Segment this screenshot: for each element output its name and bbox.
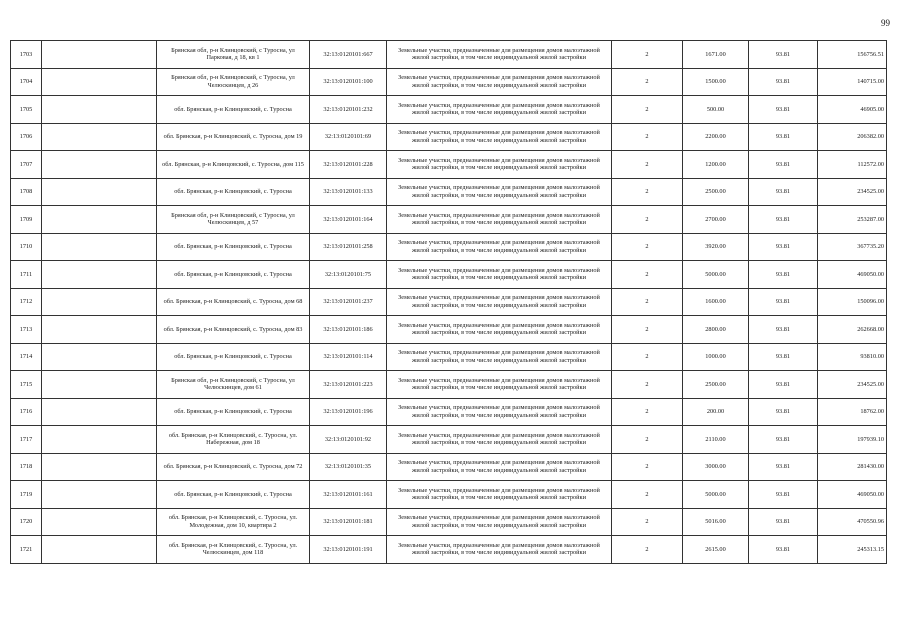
cadastral-number-cell: 32:13:0120101:161 [310, 481, 387, 509]
row-number: 1708 [11, 178, 42, 206]
address-cell: обл. Брянская, р-н Клинцовский, с. Туросна [157, 261, 310, 289]
row-number: 1706 [11, 123, 42, 151]
area-cell: 5000.00 [683, 261, 749, 289]
specific-value-cell: 93.81 [749, 343, 818, 371]
table-row [11, 123, 887, 151]
spacer-cell [42, 426, 157, 454]
spacer-cell [42, 233, 157, 261]
area-cell: 5000.00 [683, 481, 749, 509]
spacer-cell [42, 68, 157, 96]
table-row [11, 536, 887, 564]
table-row [11, 261, 887, 289]
row-number: 1713 [11, 316, 42, 344]
address-cell: обл. Брянская, р-н Клинцовский, с. Туросна [157, 178, 310, 206]
area-cell: 2700.00 [683, 206, 749, 234]
land-use-cell: Земельные участки, предназначенные для размещения домов малоэтажной жилой застройки, в том числе индивидуальной жилой застройки [387, 96, 612, 124]
specific-value-cell: 93.81 [749, 371, 818, 399]
address-cell: Брянская обл, р-н Клинцовский, с Туросна, ул Челюскинцев, дом 61 [157, 371, 310, 399]
specific-value-cell: 93.81 [749, 508, 818, 536]
address-cell: Брянская обл, р-н Клинцовский, с Туросна, ул Парковая, д 18, кв 1 [157, 41, 310, 69]
area-cell: 3000.00 [683, 453, 749, 481]
address-cell: обл. Брянская, р-н Клинцовский, с. Туросна, дом 115 [157, 151, 310, 179]
table-row [11, 453, 887, 481]
row-number: 1716 [11, 398, 42, 426]
specific-value-cell: 93.81 [749, 96, 818, 124]
address-cell: обл. Брянская, р-н Клинцовский, с. Туросна [157, 481, 310, 509]
area-cell: 1000.00 [683, 343, 749, 371]
category-cell: 2 [612, 68, 683, 96]
row-number: 1710 [11, 233, 42, 261]
land-use-cell: Земельные участки, предназначенные для размещения домов малоэтажной жилой застройки, в том числе индивидуальной жилой застройки [387, 123, 612, 151]
cadastral-number-cell: 32:13:0120101:100 [310, 68, 387, 96]
category-cell: 2 [612, 453, 683, 481]
cadastral-number-cell: 32:13:0120101:69 [310, 123, 387, 151]
cadastral-number-cell: 32:13:0120101:186 [310, 316, 387, 344]
address-cell: обл. Брянская, р-н Клинцовский, с. Туросна, ул. Набережная, дом 18 [157, 426, 310, 454]
cadastral-number-cell: 32:13:0120101:258 [310, 233, 387, 261]
category-cell: 2 [612, 371, 683, 399]
area-cell: 1200.00 [683, 151, 749, 179]
land-use-cell: Земельные участки, предназначенные для размещения домов малоэтажной жилой застройки, в том числе индивидуальной жилой застройки [387, 343, 612, 371]
land-use-cell: Земельные участки, предназначенные для размещения домов малоэтажной жилой застройки, в том числе индивидуальной жилой застройки [387, 261, 612, 289]
specific-value-cell: 93.81 [749, 178, 818, 206]
table-row [11, 371, 887, 399]
table-row [11, 288, 887, 316]
address-cell: обл. Брянская, р-н Клинцовский, с. Туросна, дом 83 [157, 316, 310, 344]
category-cell: 2 [612, 343, 683, 371]
cadastral-number-cell: 32:13:0120101:35 [310, 453, 387, 481]
specific-value-cell: 93.81 [749, 41, 818, 69]
cadastral-number-cell: 32:13:0120101:228 [310, 151, 387, 179]
land-use-cell: Земельные участки, предназначенные для размещения домов малоэтажной жилой застройки, в том числе индивидуальной жилой застройки [387, 68, 612, 96]
row-number: 1712 [11, 288, 42, 316]
land-use-cell: Земельные участки, предназначенные для размещения домов малоэтажной жилой застройки, в том числе индивидуальной жилой застройки [387, 398, 612, 426]
address-cell: Брянская обл, р-н Клинцовский, с Туросна, ул Челюскинцев, д 57 [157, 206, 310, 234]
land-use-cell: Земельные участки, предназначенные для размещения домов малоэтажной жилой застройки, в том числе индивидуальной жилой застройки [387, 288, 612, 316]
specific-value-cell: 93.81 [749, 233, 818, 261]
cadastral-value-cell: 206382.00 [818, 123, 887, 151]
category-cell: 2 [612, 536, 683, 564]
cadastral-value-cell: 245313.15 [818, 536, 887, 564]
area-cell: 2615.00 [683, 536, 749, 564]
land-use-cell: Земельные участки, предназначенные для размещения домов малоэтажной жилой застройки, в том числе индивидуальной жилой застройки [387, 41, 612, 69]
cadastral-number-cell: 32:13:0120101:181 [310, 508, 387, 536]
cadastral-number-cell: 32:13:0120101:196 [310, 398, 387, 426]
cadastral-number-cell: 32:13:0120101:133 [310, 178, 387, 206]
address-cell: обл. Брянская, р-н Клинцовский, с. Туросна [157, 96, 310, 124]
cadastral-value-cell: 234525.00 [818, 371, 887, 399]
land-use-cell: Земельные участки, предназначенные для размещения домов малоэтажной жилой застройки, в том числе индивидуальной жилой застройки [387, 453, 612, 481]
spacer-cell [42, 398, 157, 426]
land-use-cell: Земельные участки, предназначенные для размещения домов малоэтажной жилой застройки, в том числе индивидуальной жилой застройки [387, 371, 612, 399]
land-use-cell: Земельные участки, предназначенные для размещения домов малоэтажной жилой застройки, в том числе индивидуальной жилой застройки [387, 178, 612, 206]
cadastral-number-cell: 32:13:0120101:667 [310, 41, 387, 69]
category-cell: 2 [612, 288, 683, 316]
table-row [11, 343, 887, 371]
category-cell: 2 [612, 178, 683, 206]
spacer-cell [42, 536, 157, 564]
cadastral-value-cell: 18762.00 [818, 398, 887, 426]
row-number: 1717 [11, 426, 42, 454]
table-row [11, 426, 887, 454]
land-use-cell: Земельные участки, предназначенные для размещения домов малоэтажной жилой застройки, в том числе индивидуальной жилой застройки [387, 206, 612, 234]
cadastral-number-cell: 32:13:0120101:75 [310, 261, 387, 289]
specific-value-cell: 93.81 [749, 151, 818, 179]
land-use-cell: Земельные участки, предназначенные для размещения домов малоэтажной жилой застройки, в том числе индивидуальной жилой застройки [387, 233, 612, 261]
specific-value-cell: 93.81 [749, 68, 818, 96]
specific-value-cell: 93.81 [749, 426, 818, 454]
land-use-cell: Земельные участки, предназначенные для размещения домов малоэтажной жилой застройки, в том числе индивидуальной жилой застройки [387, 508, 612, 536]
area-cell: 2500.00 [683, 371, 749, 399]
spacer-cell [42, 453, 157, 481]
table-row [11, 151, 887, 179]
area-cell: 5016.00 [683, 508, 749, 536]
specific-value-cell: 93.81 [749, 453, 818, 481]
area-cell: 1500.00 [683, 68, 749, 96]
table-row [11, 206, 887, 234]
cadastral-value-cell: 197939.10 [818, 426, 887, 454]
category-cell: 2 [612, 508, 683, 536]
area-cell: 1600.00 [683, 288, 749, 316]
area-cell: 200.00 [683, 398, 749, 426]
table-row [11, 481, 887, 509]
cadastral-value-cell: 234525.00 [818, 178, 887, 206]
address-cell: обл. Брянская, р-н Клинцовский, с. Туросна, дом 19 [157, 123, 310, 151]
row-number: 1714 [11, 343, 42, 371]
cadastral-value-cell: 140715.00 [818, 68, 887, 96]
area-cell: 2110.00 [683, 426, 749, 454]
address-cell: обл. Брянская, р-н Клинцовский, с. Туросна [157, 233, 310, 261]
spacer-cell [42, 288, 157, 316]
specific-value-cell: 93.81 [749, 481, 818, 509]
row-number: 1703 [11, 41, 42, 69]
area-cell: 2800.00 [683, 316, 749, 344]
category-cell: 2 [612, 123, 683, 151]
cadastral-value-cell: 156756.51 [818, 41, 887, 69]
spacer-cell [42, 41, 157, 69]
row-number: 1705 [11, 96, 42, 124]
address-cell: обл. Брянская, р-н Клинцовский, с. Туросна, ул. Челюскинцев, дом 118 [157, 536, 310, 564]
row-number: 1709 [11, 206, 42, 234]
land-use-cell: Земельные участки, предназначенные для размещения домов малоэтажной жилой застройки, в том числе индивидуальной жилой застройки [387, 316, 612, 344]
address-cell: обл. Брянская, р-н Клинцовский, с. Туросна [157, 398, 310, 426]
category-cell: 2 [612, 41, 683, 69]
specific-value-cell: 93.81 [749, 536, 818, 564]
table-body [11, 41, 887, 564]
cadastral-value-cell: 367735.20 [818, 233, 887, 261]
specific-value-cell: 93.81 [749, 206, 818, 234]
cadastral-value-cell: 469050.00 [818, 261, 887, 289]
row-number: 1718 [11, 453, 42, 481]
address-cell: обл. Брянская, р-н Клинцовский, с. Туросна [157, 343, 310, 371]
land-use-cell: Земельные участки, предназначенные для размещения домов малоэтажной жилой застройки, в том числе индивидуальной жилой застройки [387, 426, 612, 454]
cadastral-value-cell: 253287.00 [818, 206, 887, 234]
spacer-cell [42, 261, 157, 289]
cadastral-value-cell: 281430.00 [818, 453, 887, 481]
category-cell: 2 [612, 96, 683, 124]
row-number: 1704 [11, 68, 42, 96]
row-number: 1711 [11, 261, 42, 289]
address-cell: обл. Брянская, р-н Клинцовский, с. Туросна, дом 68 [157, 288, 310, 316]
category-cell: 2 [612, 233, 683, 261]
row-number: 1721 [11, 536, 42, 564]
cadastral-number-cell: 32:13:0120101:237 [310, 288, 387, 316]
cadastral-value-cell: 262668.00 [818, 316, 887, 344]
table-row [11, 398, 887, 426]
row-number: 1719 [11, 481, 42, 509]
specific-value-cell: 93.81 [749, 123, 818, 151]
page-number: 99 [881, 18, 890, 28]
row-number: 1720 [11, 508, 42, 536]
table-row [11, 508, 887, 536]
spacer-cell [42, 371, 157, 399]
table-row [11, 41, 887, 69]
category-cell: 2 [612, 261, 683, 289]
area-cell: 500.00 [683, 96, 749, 124]
cadastral-value-cell: 112572.00 [818, 151, 887, 179]
cadastral-number-cell: 32:13:0120101:92 [310, 426, 387, 454]
category-cell: 2 [612, 316, 683, 344]
category-cell: 2 [612, 426, 683, 454]
cadastral-number-cell: 32:13:0120101:232 [310, 96, 387, 124]
cadastral-value-table [10, 40, 887, 564]
spacer-cell [42, 481, 157, 509]
cadastral-number-cell: 32:13:0120101:191 [310, 536, 387, 564]
spacer-cell [42, 96, 157, 124]
area-cell: 2200.00 [683, 123, 749, 151]
cadastral-number-cell: 32:13:0120101:114 [310, 343, 387, 371]
cadastral-number-cell: 32:13:0120101:223 [310, 371, 387, 399]
category-cell: 2 [612, 398, 683, 426]
cadastral-value-cell: 46905.00 [818, 96, 887, 124]
table-row [11, 316, 887, 344]
land-use-cell: Земельные участки, предназначенные для размещения домов малоэтажной жилой застройки, в том числе индивидуальной жилой застройки [387, 481, 612, 509]
address-cell: обл. Брянская, р-н Клинцовский, с. Туросна, ул. Молодежная, дом 10, квартира 2 [157, 508, 310, 536]
area-cell: 2500.00 [683, 178, 749, 206]
address-cell: обл. Брянская, р-н Клинцовский, с. Туросна, дом 72 [157, 453, 310, 481]
spacer-cell [42, 316, 157, 344]
land-use-cell: Земельные участки, предназначенные для размещения домов малоэтажной жилой застройки, в том числе индивидуальной жилой застройки [387, 151, 612, 179]
table-row [11, 96, 887, 124]
specific-value-cell: 93.81 [749, 261, 818, 289]
table-row [11, 68, 887, 96]
spacer-cell [42, 206, 157, 234]
address-cell: Брянская обл, р-н Клинцовский, с Туросна, ул Челюскинцев, д 26 [157, 68, 310, 96]
spacer-cell [42, 151, 157, 179]
land-use-cell: Земельные участки, предназначенные для размещения домов малоэтажной жилой застройки, в том числе индивидуальной жилой застройки [387, 536, 612, 564]
category-cell: 2 [612, 481, 683, 509]
area-cell: 3920.00 [683, 233, 749, 261]
specific-value-cell: 93.81 [749, 398, 818, 426]
cadastral-value-cell: 150096.00 [818, 288, 887, 316]
row-number: 1707 [11, 151, 42, 179]
category-cell: 2 [612, 206, 683, 234]
table-row [11, 178, 887, 206]
spacer-cell [42, 178, 157, 206]
category-cell: 2 [612, 151, 683, 179]
spacer-cell [42, 343, 157, 371]
table-row [11, 233, 887, 261]
spacer-cell [42, 508, 157, 536]
row-number: 1715 [11, 371, 42, 399]
specific-value-cell: 93.81 [749, 288, 818, 316]
cadastral-value-cell: 469050.00 [818, 481, 887, 509]
area-cell: 1671.00 [683, 41, 749, 69]
cadastral-number-cell: 32:13:0120101:164 [310, 206, 387, 234]
cadastral-value-cell: 470550.96 [818, 508, 887, 536]
cadastral-value-cell: 93810.00 [818, 343, 887, 371]
specific-value-cell: 93.81 [749, 316, 818, 344]
spacer-cell [42, 123, 157, 151]
